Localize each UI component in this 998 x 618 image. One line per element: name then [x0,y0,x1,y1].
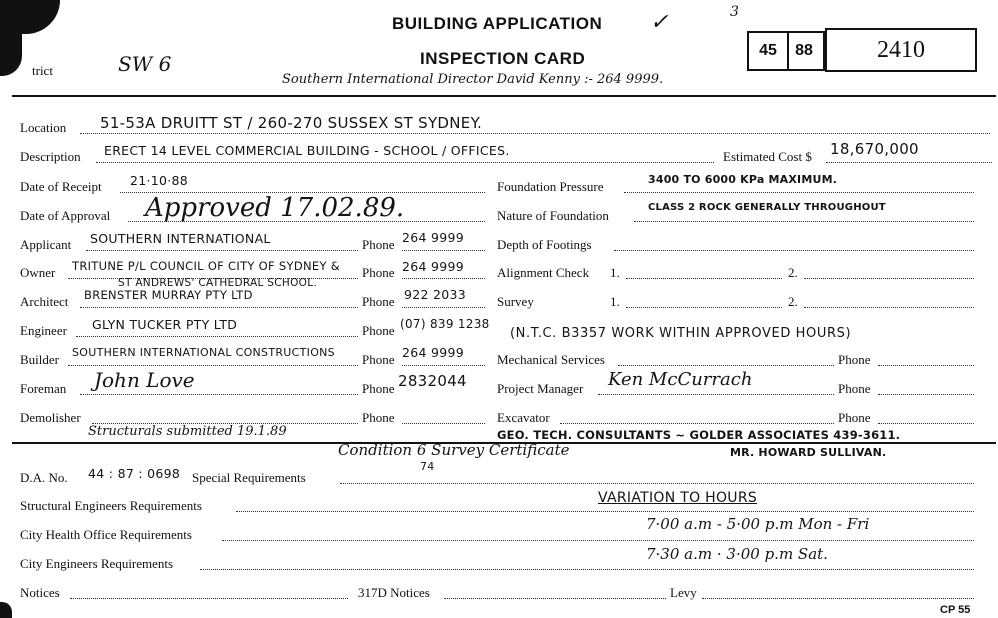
scan-blot-bottom-left [0,602,12,618]
architect-label: Architect [20,294,69,309]
owner-label: Owner [20,265,56,280]
nature-value: CLASS 2 ROCK GENERALLY THROUGHOUT [648,202,886,213]
pm-phone-label: Phone [838,381,871,396]
director-note: Southern International Director David Kenny :- 264 9999. [282,72,664,87]
engineer-value: GLYN TUCKER PTY LTD [92,317,238,332]
notices-317d-label: 317D Notices [358,585,430,600]
pm-label: Project Manager [497,381,584,396]
city-engineers-label: City Engineers Requirements [20,556,174,571]
description-value: ERECT 14 LEVEL COMMERCIAL BUILDING - SCHOOL / OFFICES. [104,143,510,158]
engineer-phone: (07) 839 1238 [400,317,490,331]
location-value: 51-53A DRUITT ST / 260-270 SUSSEX ST SYDNEY. [100,114,483,132]
cost-value: 18,670,000 [830,140,919,158]
structural-value: VARIATION TO HOURS [598,490,758,506]
engineer-phone-label: Phone [362,323,395,338]
form-code: CP 55 [940,604,971,616]
architect-phone-label: Phone [362,294,395,309]
mechanical-label: Mechanical Services [497,352,605,367]
ntc-note: (N.T.C. B3357 WORK WITHIN APPROVED HOURS) [510,326,852,341]
district-value: SW 6 [118,52,172,76]
nature-label: Nature of Foundation [497,208,609,223]
health-value: 7·00 a.m - 5·00 p.m Mon - Fri [646,515,870,533]
number-box-a: 45 [747,31,789,71]
builder-value: SOUTHERN INTERNATIONAL CONSTRUCTIONS [72,346,335,359]
header-rule [12,95,996,97]
number-box-c: 2410 [825,28,977,72]
mechanical-phone-label: Phone [838,352,871,367]
district-label: trict [32,63,53,78]
foreman-phone-label: Phone [362,381,395,396]
foreman-value: John Love [94,368,195,392]
alignment-label: Alignment Check [497,265,590,280]
condition-note: Condition 6 Survey Certificate [338,441,570,459]
sullivan-note: MR. HOWARD SULLIVAN. [730,446,887,459]
alignment-num-2: 2. [788,265,798,280]
depth-label: Depth of Footings [497,237,592,252]
description-label: Description [20,149,81,164]
health-label: City Health Office Requirements [20,527,192,542]
number-box-b: 88 [785,31,825,71]
excavator-label: Excavator [497,410,550,425]
engineer-label: Engineer [20,323,67,338]
foreman-label: Foreman [20,381,67,396]
da-value: 44 : 87 : 0698 [88,466,181,481]
pm-value: Ken McCurrach [608,369,753,390]
scan-blot-top-left [0,0,60,34]
alignment-num-1: 1. [610,265,620,280]
survey-num-2: 2. [788,294,798,309]
owner-value-2: ST ANDREWS' CATHEDRAL SCHOOL. [118,277,318,289]
demolisher-label: Demolisher [20,410,81,425]
builder-phone: 264 9999 [402,345,465,360]
cost-label: Estimated Cost $ [723,149,812,164]
builder-phone-label: Phone [362,352,395,367]
owner-phone: 264 9999 [402,259,465,274]
applicant-phone-label: Phone [362,237,395,252]
builder-label: Builder [20,352,59,367]
applicant-phone: 264 9999 [402,230,465,245]
da-label: D.A. No. [20,470,68,485]
receipt-label: Date of Receipt [20,179,102,194]
owner-phone-label: Phone [362,265,395,280]
scan-blot-left-edge [0,30,22,76]
location-label: Location [20,120,67,135]
tick-mark: ✓ [650,10,669,35]
card-title-line1: BUILDING APPLICATION [392,14,603,33]
survey-label: Survey [497,294,534,309]
structurals-note: Structurals submitted 19.1.89 [88,424,287,439]
approval-value: Approved 17.02.89. [145,193,405,223]
geotech-note: GEO. TECH. CONSULTANTS ~ GOLDER ASSOCIATES 439-3611. [497,428,901,442]
applicant-label: Applicant [20,237,72,252]
special-label: Special Requirements [192,470,306,485]
levy-label: Levy [670,585,697,600]
approval-label: Date of Approval [20,208,111,223]
structural-label: Structural Engineers Requirements [20,498,202,513]
applicant-value: SOUTHERN INTERNATIONAL [90,231,271,246]
excavator-phone-label: Phone [838,410,871,425]
survey-num-1: 1. [610,294,620,309]
foundation-pressure-label: Foundation Pressure [497,179,604,194]
city-engineers-value: 7·30 a.m · 3·00 p.m Sat. [646,545,828,563]
card-title-line2: INSPECTION CARD [420,49,586,68]
foundation-pressure-value: 3400 TO 6000 KPa MAXIMUM. [648,173,838,186]
receipt-value: 21·10·88 [130,173,189,188]
special-value: 74 [420,460,435,473]
architect-value: BRENSTER MURRAY PTY LTD [84,288,253,302]
demolisher-phone-label: Phone [362,410,395,425]
owner-value: TRITUNE P/L COUNCIL OF CITY OF SYDNEY & [72,259,340,273]
foreman-phone: 2832044 [398,372,467,390]
top-mark: 3 [730,4,739,20]
architect-phone: 922 2033 [404,287,467,302]
notices-label: Notices [20,585,60,600]
